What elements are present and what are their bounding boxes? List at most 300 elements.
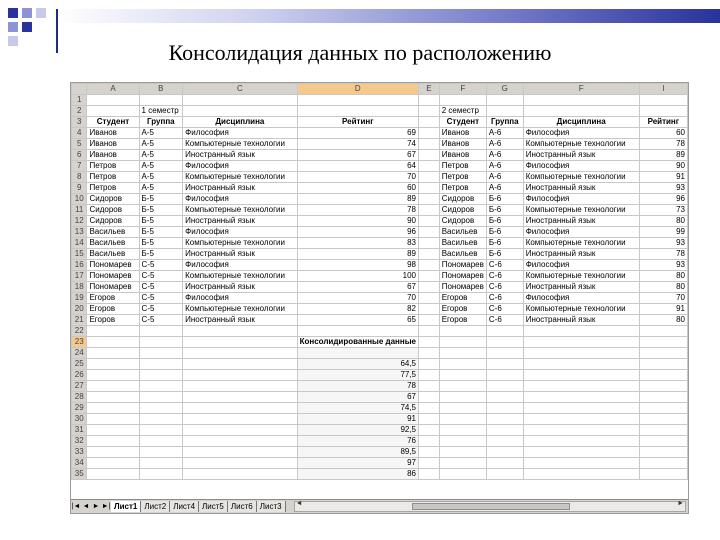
- grid-cell[interactable]: Философия: [183, 293, 297, 304]
- grid-cell[interactable]: Иностранный язык: [523, 150, 639, 161]
- grid-cell[interactable]: Компьютерные технологии: [523, 271, 639, 282]
- grid-cell[interactable]: Иностранный язык: [183, 183, 297, 194]
- row-header[interactable]: 12: [72, 216, 87, 227]
- grid-cell[interactable]: С-6: [486, 260, 523, 271]
- row-header[interactable]: 26: [72, 370, 87, 381]
- grid-cell[interactable]: С-5: [139, 271, 183, 282]
- grid-cell[interactable]: [297, 326, 418, 337]
- row-header[interactable]: 20: [72, 304, 87, 315]
- grid-cell[interactable]: [486, 436, 523, 447]
- grid-cell[interactable]: [419, 271, 440, 282]
- grid-cell[interactable]: [439, 348, 486, 359]
- grid-cell[interactable]: [183, 95, 297, 106]
- grid-cell[interactable]: [183, 392, 297, 403]
- grid-cell[interactable]: [439, 425, 486, 436]
- grid-cell[interactable]: [419, 315, 440, 326]
- grid-cell[interactable]: Философия: [523, 227, 639, 238]
- grid-cell[interactable]: Иностранный язык: [523, 282, 639, 293]
- grid-cell[interactable]: [486, 337, 523, 348]
- grid-cell[interactable]: Сидоров: [439, 205, 486, 216]
- grid-cell[interactable]: [87, 370, 139, 381]
- grid-cell[interactable]: 60: [639, 128, 687, 139]
- grid-cell[interactable]: [523, 436, 639, 447]
- grid-cell[interactable]: Пономарев: [439, 282, 486, 293]
- grid-cell[interactable]: 78: [639, 249, 687, 260]
- scroll-left-arrow-icon[interactable]: ◄: [295, 500, 303, 507]
- grid-cell[interactable]: Б-6: [486, 249, 523, 260]
- column-header[interactable]: F: [523, 84, 639, 95]
- grid-cell[interactable]: [87, 458, 139, 469]
- next-sheet-button[interactable]: ►: [92, 503, 100, 510]
- grid-cell[interactable]: [183, 370, 297, 381]
- grid-cell[interactable]: Философия: [523, 161, 639, 172]
- grid-cell[interactable]: Сидоров: [439, 194, 486, 205]
- grid-cell[interactable]: Иностранный язык: [183, 216, 297, 227]
- grid-cell[interactable]: [183, 326, 297, 337]
- row-header[interactable]: 23: [72, 337, 87, 348]
- grid-cell[interactable]: Пономарев: [439, 260, 486, 271]
- grid-cell[interactable]: [87, 348, 139, 359]
- grid-cell[interactable]: [419, 227, 440, 238]
- grid-cell[interactable]: [419, 447, 440, 458]
- grid-cell[interactable]: [523, 95, 639, 106]
- grid-cell[interactable]: 64,5: [297, 359, 418, 370]
- grid-cell[interactable]: [486, 469, 523, 480]
- grid-cell[interactable]: [486, 392, 523, 403]
- grid-cell[interactable]: 89: [297, 194, 418, 205]
- grid-cell[interactable]: [87, 436, 139, 447]
- grid-cell[interactable]: [523, 414, 639, 425]
- grid-cell[interactable]: [87, 392, 139, 403]
- grid-cell[interactable]: Б-5: [139, 216, 183, 227]
- grid-cell[interactable]: [87, 337, 139, 348]
- grid-cell[interactable]: 100: [297, 271, 418, 282]
- grid-cell[interactable]: [523, 403, 639, 414]
- sheet-tab-list2[interactable]: Лист2: [141, 501, 170, 512]
- sheet-tab-list1[interactable]: Лист1: [111, 501, 141, 512]
- grid-cell[interactable]: 67: [297, 392, 418, 403]
- grid-cell[interactable]: 93: [639, 183, 687, 194]
- grid-cell[interactable]: [183, 348, 297, 359]
- grid-cell[interactable]: [419, 469, 440, 480]
- grid-cell[interactable]: Петров: [87, 172, 139, 183]
- grid-cell[interactable]: Группа: [486, 117, 523, 128]
- grid-cell[interactable]: Иванов: [87, 139, 139, 150]
- grid-cell[interactable]: Б-6: [486, 216, 523, 227]
- row-header[interactable]: 34: [72, 458, 87, 469]
- grid-cell[interactable]: Иностранный язык: [183, 315, 297, 326]
- grid-cell[interactable]: [419, 183, 440, 194]
- grid-cell[interactable]: [419, 260, 440, 271]
- grid-cell[interactable]: 91: [639, 172, 687, 183]
- grid-cell[interactable]: [486, 106, 523, 117]
- grid-cell[interactable]: Иванов: [439, 150, 486, 161]
- grid-cell[interactable]: [486, 359, 523, 370]
- grid-cell[interactable]: Дисциплина: [523, 117, 639, 128]
- grid-cell[interactable]: С-5: [139, 293, 183, 304]
- grid-cell[interactable]: Студент: [439, 117, 486, 128]
- grid-cell[interactable]: 96: [297, 227, 418, 238]
- grid-cell[interactable]: Компьютерные технологии: [183, 139, 297, 150]
- grid-cell[interactable]: Б-6: [486, 205, 523, 216]
- column-header[interactable]: E: [419, 84, 440, 95]
- grid-cell[interactable]: Иванов: [439, 139, 486, 150]
- grid-cell[interactable]: [419, 381, 440, 392]
- grid-cell[interactable]: [439, 392, 486, 403]
- grid-cell[interactable]: [523, 106, 639, 117]
- scrollbar-thumb[interactable]: [412, 503, 570, 510]
- grid-cell[interactable]: [523, 469, 639, 480]
- row-header[interactable]: 19: [72, 293, 87, 304]
- grid-cell[interactable]: 1 семестр: [139, 106, 183, 117]
- grid-cell[interactable]: Философия: [183, 128, 297, 139]
- grid-cell[interactable]: [297, 348, 418, 359]
- grid-cell[interactable]: [486, 326, 523, 337]
- grid-cell[interactable]: [419, 392, 440, 403]
- grid-cell[interactable]: Б-6: [486, 238, 523, 249]
- horizontal-scrollbar[interactable]: [294, 501, 686, 512]
- grid-cell[interactable]: А-5: [139, 150, 183, 161]
- grid-cell[interactable]: [639, 326, 687, 337]
- grid-cell[interactable]: 76: [297, 436, 418, 447]
- grid-cell[interactable]: 93: [639, 238, 687, 249]
- grid-cell[interactable]: [297, 95, 418, 106]
- grid-cell[interactable]: [419, 106, 440, 117]
- grid-cell[interactable]: [183, 414, 297, 425]
- grid-cell[interactable]: [439, 414, 486, 425]
- grid-cell[interactable]: [439, 326, 486, 337]
- grid-cell[interactable]: [419, 205, 440, 216]
- grid-cell[interactable]: Б-5: [139, 227, 183, 238]
- grid-cell[interactable]: Иностранный язык: [523, 249, 639, 260]
- grid-cell[interactable]: Б-5: [139, 238, 183, 249]
- column-header[interactable]: I: [639, 84, 687, 95]
- grid-cell[interactable]: [486, 458, 523, 469]
- grid-cell[interactable]: [139, 95, 183, 106]
- grid-cell[interactable]: 92,5: [297, 425, 418, 436]
- grid-cell[interactable]: 67: [297, 282, 418, 293]
- grid-cell[interactable]: [419, 194, 440, 205]
- grid-cell[interactable]: [419, 249, 440, 260]
- grid-cell[interactable]: 74,5: [297, 403, 418, 414]
- grid-cell[interactable]: [639, 95, 687, 106]
- grid-cell[interactable]: [439, 436, 486, 447]
- grid-cell[interactable]: 80: [639, 216, 687, 227]
- grid-cell[interactable]: [139, 326, 183, 337]
- grid-cell[interactable]: Иностранный язык: [183, 150, 297, 161]
- grid-cell[interactable]: [639, 106, 687, 117]
- grid-cell[interactable]: [419, 337, 440, 348]
- sheet-tab-list5[interactable]: Лист5: [199, 501, 228, 512]
- column-header[interactable]: A: [87, 84, 139, 95]
- column-header[interactable]: G: [486, 84, 523, 95]
- grid-cell[interactable]: [639, 381, 687, 392]
- grid-cell[interactable]: Философия: [523, 128, 639, 139]
- prev-sheet-button[interactable]: ◄: [82, 503, 90, 510]
- grid-cell[interactable]: А-5: [139, 128, 183, 139]
- grid-cell[interactable]: 89: [297, 249, 418, 260]
- grid-cell[interactable]: Егоров: [87, 293, 139, 304]
- grid-cell[interactable]: 91: [639, 304, 687, 315]
- grid-cell[interactable]: [183, 381, 297, 392]
- grid-cell[interactable]: Сидоров: [87, 216, 139, 227]
- grid-cell[interactable]: [419, 95, 440, 106]
- column-header[interactable]: D: [297, 84, 418, 95]
- grid-cell[interactable]: [87, 95, 139, 106]
- grid-cell[interactable]: Философия: [183, 227, 297, 238]
- grid-cell[interactable]: 90: [297, 216, 418, 227]
- grid-cell[interactable]: А-5: [139, 172, 183, 183]
- grid-cell[interactable]: Рейтинг: [639, 117, 687, 128]
- grid-cell[interactable]: [639, 337, 687, 348]
- row-header[interactable]: 10: [72, 194, 87, 205]
- grid-cell[interactable]: Петров: [439, 161, 486, 172]
- grid-cell[interactable]: Философия: [523, 260, 639, 271]
- sheet-tab-list4[interactable]: Лист4: [170, 501, 199, 512]
- row-header[interactable]: 6: [72, 150, 87, 161]
- grid-cell[interactable]: [523, 326, 639, 337]
- grid-cell[interactable]: 70: [297, 293, 418, 304]
- row-header[interactable]: 14: [72, 238, 87, 249]
- grid-cell[interactable]: [486, 348, 523, 359]
- grid-cell[interactable]: С-5: [139, 260, 183, 271]
- grid-cell[interactable]: 91: [297, 414, 418, 425]
- grid-cell[interactable]: [523, 447, 639, 458]
- grid-cell[interactable]: 69: [297, 128, 418, 139]
- grid-cell[interactable]: [419, 403, 440, 414]
- grid-cell[interactable]: Иванов: [439, 128, 486, 139]
- grid-cell[interactable]: Егоров: [439, 304, 486, 315]
- row-header[interactable]: 18: [72, 282, 87, 293]
- grid-cell[interactable]: 80: [639, 271, 687, 282]
- grid-cell[interactable]: [439, 337, 486, 348]
- consolidated-data-cell[interactable]: Консолидированные данные: [297, 337, 418, 348]
- grid-cell[interactable]: Пономарев: [87, 271, 139, 282]
- grid-cell[interactable]: Б-5: [139, 194, 183, 205]
- grid-cell[interactable]: 96: [639, 194, 687, 205]
- grid-cell[interactable]: [639, 447, 687, 458]
- grid-cell[interactable]: [139, 458, 183, 469]
- grid-cell[interactable]: Васильев: [87, 249, 139, 260]
- row-header[interactable]: 9: [72, 183, 87, 194]
- grid-cell[interactable]: [439, 381, 486, 392]
- grid-cell[interactable]: Компьютерные технологии: [183, 172, 297, 183]
- grid-cell[interactable]: А-5: [139, 161, 183, 172]
- grid-cell[interactable]: Компьютерные технологии: [183, 304, 297, 315]
- grid-cell[interactable]: 2 семестр: [439, 106, 486, 117]
- grid-cell[interactable]: 83: [297, 238, 418, 249]
- grid-cell[interactable]: Философия: [183, 194, 297, 205]
- grid-cell[interactable]: 74: [297, 139, 418, 150]
- grid-cell[interactable]: [87, 414, 139, 425]
- grid-cell[interactable]: 67: [297, 150, 418, 161]
- grid-cell[interactable]: [419, 370, 440, 381]
- grid-cell[interactable]: Егоров: [87, 315, 139, 326]
- grid-cell[interactable]: Петров: [87, 183, 139, 194]
- grid-cell[interactable]: Егоров: [87, 304, 139, 315]
- row-header[interactable]: 5: [72, 139, 87, 150]
- grid-cell[interactable]: [639, 348, 687, 359]
- row-header[interactable]: 30: [72, 414, 87, 425]
- grid-cell[interactable]: С-5: [139, 282, 183, 293]
- grid-cell[interactable]: [523, 458, 639, 469]
- grid-cell[interactable]: Иванов: [87, 128, 139, 139]
- select-all-corner[interactable]: [72, 84, 87, 95]
- grid-cell[interactable]: Компьютерные технологии: [523, 304, 639, 315]
- grid-cell[interactable]: Пономарев: [87, 282, 139, 293]
- grid-cell[interactable]: Рейтинг: [297, 117, 418, 128]
- row-header[interactable]: 25: [72, 359, 87, 370]
- grid-cell[interactable]: Иностранный язык: [523, 315, 639, 326]
- grid-cell[interactable]: [486, 381, 523, 392]
- grid-cell[interactable]: [419, 128, 440, 139]
- grid-cell[interactable]: [183, 436, 297, 447]
- grid-cell[interactable]: [523, 359, 639, 370]
- grid-cell[interactable]: 90: [639, 161, 687, 172]
- grid-cell[interactable]: [523, 381, 639, 392]
- row-header[interactable]: 15: [72, 249, 87, 260]
- grid-cell[interactable]: [87, 106, 139, 117]
- last-sheet-button[interactable]: ►|: [101, 503, 111, 510]
- grid-cell[interactable]: Петров: [439, 183, 486, 194]
- grid-cell[interactable]: Иностранный язык: [183, 282, 297, 293]
- grid-cell[interactable]: 86: [297, 469, 418, 480]
- grid-cell[interactable]: [139, 425, 183, 436]
- grid-cell[interactable]: Егоров: [439, 315, 486, 326]
- grid-cell[interactable]: Философия: [183, 161, 297, 172]
- grid-cell[interactable]: [297, 106, 418, 117]
- grid-cell[interactable]: [639, 458, 687, 469]
- row-header[interactable]: 21: [72, 315, 87, 326]
- grid-cell[interactable]: Петров: [87, 161, 139, 172]
- grid-cell[interactable]: [419, 161, 440, 172]
- grid-cell[interactable]: Сидоров: [439, 216, 486, 227]
- grid-cell[interactable]: [639, 436, 687, 447]
- scroll-right-arrow-icon[interactable]: ►: [677, 500, 684, 507]
- grid-cell[interactable]: Иностранный язык: [183, 249, 297, 260]
- grid-cell[interactable]: [486, 95, 523, 106]
- grid-cell[interactable]: 78: [297, 205, 418, 216]
- grid-cell[interactable]: [419, 139, 440, 150]
- grid-cell[interactable]: Пономарев: [439, 271, 486, 282]
- grid-cell[interactable]: С-5: [139, 315, 183, 326]
- grid-cell[interactable]: [87, 447, 139, 458]
- sheet-tab-list6[interactable]: Лист6: [228, 501, 257, 512]
- grid-cell[interactable]: Компьютерные технологии: [183, 205, 297, 216]
- grid-cell[interactable]: 64: [297, 161, 418, 172]
- grid-cell[interactable]: [523, 425, 639, 436]
- grid-cell[interactable]: [419, 304, 440, 315]
- grid-cell[interactable]: 99: [639, 227, 687, 238]
- grid-cell[interactable]: А-6: [486, 128, 523, 139]
- grid-cell[interactable]: [419, 282, 440, 293]
- grid-cell[interactable]: [439, 447, 486, 458]
- grid-cell[interactable]: [87, 326, 139, 337]
- grid-cell[interactable]: [139, 469, 183, 480]
- grid-cell[interactable]: Васильев: [87, 238, 139, 249]
- first-sheet-button[interactable]: |◄: [71, 503, 81, 510]
- grid-cell[interactable]: А-6: [486, 150, 523, 161]
- row-header[interactable]: 11: [72, 205, 87, 216]
- grid-cell[interactable]: [139, 348, 183, 359]
- row-header[interactable]: 8: [72, 172, 87, 183]
- grid-cell[interactable]: [139, 381, 183, 392]
- grid-cell[interactable]: 98: [297, 260, 418, 271]
- grid-cell[interactable]: [439, 469, 486, 480]
- grid-cell[interactable]: [419, 436, 440, 447]
- grid-cell[interactable]: 60: [297, 183, 418, 194]
- grid-cell[interactable]: Дисциплина: [183, 117, 297, 128]
- row-header[interactable]: 27: [72, 381, 87, 392]
- grid-cell[interactable]: А-6: [486, 161, 523, 172]
- grid-cell[interactable]: [486, 447, 523, 458]
- grid-cell[interactable]: С-5: [139, 304, 183, 315]
- grid-cell[interactable]: [183, 425, 297, 436]
- row-header[interactable]: 33: [72, 447, 87, 458]
- grid-cell[interactable]: 65: [297, 315, 418, 326]
- grid-cell[interactable]: 89,5: [297, 447, 418, 458]
- grid-cell[interactable]: [183, 469, 297, 480]
- grid-cell[interactable]: [639, 403, 687, 414]
- grid-cell[interactable]: [419, 359, 440, 370]
- grid-cell[interactable]: [639, 359, 687, 370]
- grid-cell[interactable]: [523, 337, 639, 348]
- grid-cell[interactable]: Б-6: [486, 227, 523, 238]
- row-header[interactable]: 17: [72, 271, 87, 282]
- grid-cell[interactable]: [139, 392, 183, 403]
- grid-cell[interactable]: А-5: [139, 183, 183, 194]
- grid-cell[interactable]: Компьютерные технологии: [183, 238, 297, 249]
- grid-cell[interactable]: С-6: [486, 304, 523, 315]
- grid-cell[interactable]: Иностранный язык: [523, 183, 639, 194]
- grid-cell[interactable]: [639, 414, 687, 425]
- grid-cell[interactable]: А-6: [486, 183, 523, 194]
- grid-cell[interactable]: Компьютерные технологии: [523, 139, 639, 150]
- row-header[interactable]: 4: [72, 128, 87, 139]
- grid-cell[interactable]: А-6: [486, 139, 523, 150]
- grid-cell[interactable]: [139, 436, 183, 447]
- grid-cell[interactable]: Философия: [183, 260, 297, 271]
- grid-cell[interactable]: Компьютерные технологии: [183, 271, 297, 282]
- grid-cell[interactable]: 82: [297, 304, 418, 315]
- grid-cell[interactable]: Философия: [523, 293, 639, 304]
- row-header[interactable]: 29: [72, 403, 87, 414]
- grid-cell[interactable]: С-6: [486, 271, 523, 282]
- grid-cell[interactable]: Б-6: [486, 194, 523, 205]
- grid-cell[interactable]: [439, 458, 486, 469]
- row-header[interactable]: 16: [72, 260, 87, 271]
- grid-cell[interactable]: 93: [639, 260, 687, 271]
- column-header[interactable]: F: [439, 84, 486, 95]
- grid-cell[interactable]: [523, 348, 639, 359]
- grid-cell[interactable]: Егоров: [439, 293, 486, 304]
- grid-cell[interactable]: [183, 337, 297, 348]
- grid-cell[interactable]: Васильев: [439, 249, 486, 260]
- grid-cell[interactable]: 70: [639, 293, 687, 304]
- grid-cell[interactable]: 73: [639, 205, 687, 216]
- column-header[interactable]: B: [139, 84, 183, 95]
- row-header[interactable]: 2: [72, 106, 87, 117]
- grid-cell[interactable]: [183, 447, 297, 458]
- grid-cell[interactable]: [439, 370, 486, 381]
- grid-cell[interactable]: [87, 425, 139, 436]
- grid-cell[interactable]: 80: [639, 282, 687, 293]
- grid-cell[interactable]: Петров: [439, 172, 486, 183]
- grid-cell[interactable]: Васильев: [439, 238, 486, 249]
- grid-cell[interactable]: 70: [297, 172, 418, 183]
- grid-cell[interactable]: [486, 370, 523, 381]
- grid-cell[interactable]: [639, 392, 687, 403]
